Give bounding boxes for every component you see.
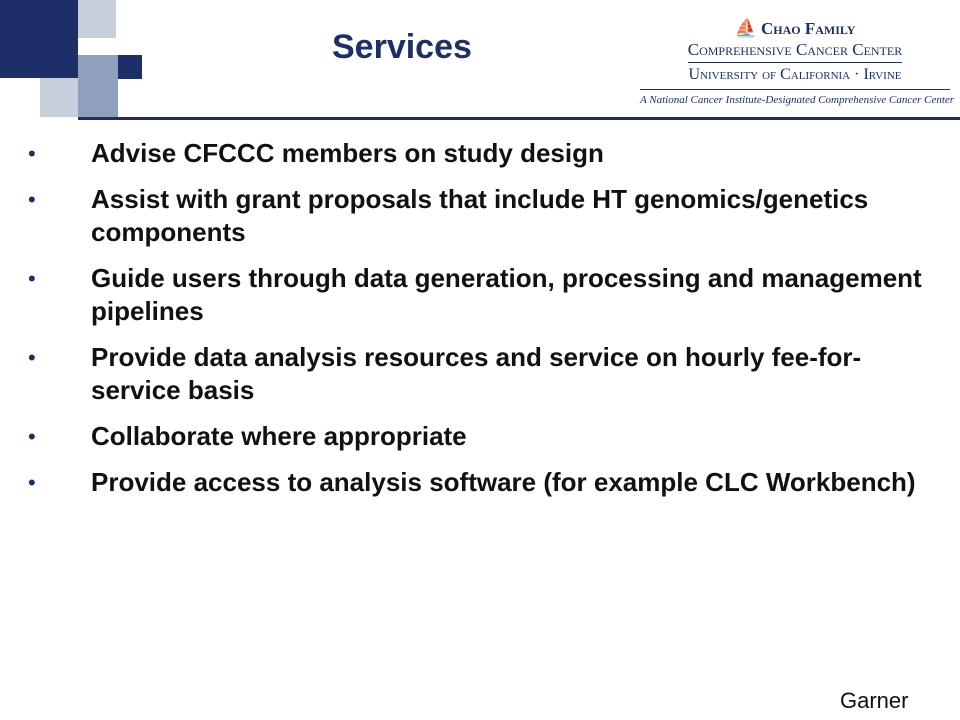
- bullet-item: [28, 466, 938, 499]
- bullet-text: Provide data analysis resources and service on hourly fee-for-service basis: [91, 342, 862, 405]
- decor-square-navy-large: [0, 0, 78, 78]
- decor-square-pale-bottom: [40, 78, 78, 117]
- header-rule: [78, 117, 960, 120]
- logo-line-4: A National Cancer Institute-Designated Comprehensive Cancer Center: [640, 89, 950, 106]
- bullet-text: Advise CFCCC members on study design: [91, 138, 604, 168]
- ship-icon: ⛵: [734, 18, 757, 38]
- bullet-text: Assist with grant proposals that include HT genomics/genetics components: [91, 184, 869, 247]
- bullet-dot-icon: •: [28, 187, 36, 212]
- presenter-name: Garner: [840, 688, 909, 713]
- bullet-item: [28, 262, 938, 328]
- bullet-item: [28, 420, 938, 453]
- logo-line-1: [640, 18, 950, 39]
- logo-line-1-text: Chao Family: [760, 19, 856, 38]
- logo-line-3: University of California · Irvine: [688, 66, 902, 83]
- slide-title: Services: [332, 28, 472, 66]
- bullet-text: Collaborate where appropriate: [91, 421, 467, 451]
- bullet-item: [28, 183, 938, 249]
- bullet-dot-icon: •: [28, 470, 36, 495]
- bullet-dot-icon: •: [28, 266, 36, 291]
- institution-logo: [640, 18, 955, 106]
- bullet-dot-icon: •: [28, 141, 36, 166]
- logo-line-2: Comprehensive Cancer Center: [688, 40, 903, 63]
- bullet-item: [28, 341, 938, 407]
- bullet-dot-icon: •: [28, 345, 36, 370]
- decor-square-pale-top: [78, 0, 116, 38]
- bullet-item: [28, 137, 938, 170]
- bullet-dot-icon: •: [28, 424, 36, 449]
- bullet-text: Guide users through data generation, processing and management pipelines: [91, 263, 922, 326]
- decor-square-steel: [78, 55, 118, 117]
- bullet-text: Provide access to analysis software (for example CLC Workbench): [91, 467, 916, 497]
- decor-square-navy-small: [118, 55, 142, 79]
- bullet-list: [28, 137, 938, 512]
